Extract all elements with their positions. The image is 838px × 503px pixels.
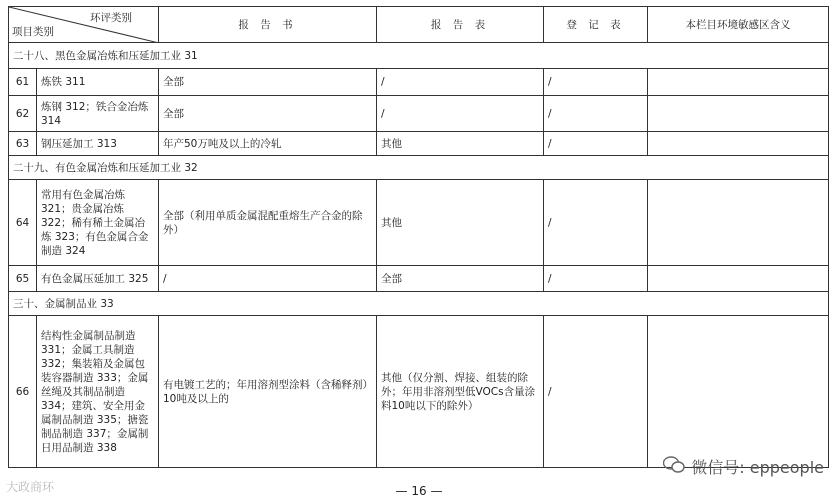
row-category: 炼铁 311 <box>37 69 159 96</box>
table-row <box>9 316 829 468</box>
row-register: / <box>544 132 648 156</box>
row-report-table: 其他 <box>377 132 544 156</box>
row-sensitive <box>648 316 829 468</box>
row-category: 炼钢 312；铁合金冶炼 314 <box>37 96 159 132</box>
row-category: 结构性金属制品制造 331；金属工具制造 332；集装箱及金属包装容器制造 333；金属丝绳及其制品制造 334；建筑、安全用金属制品制造 335；搪瓷制品制造 337；金属制日用品制造 338 <box>37 316 159 468</box>
row-register: / <box>544 316 648 468</box>
row-sensitive <box>648 96 829 132</box>
row-register: / <box>544 69 648 96</box>
wechat-id: 微信号: eppeople <box>691 458 824 477</box>
wechat-icon <box>663 456 685 478</box>
page-number: — 16 — <box>395 484 443 498</box>
row-report-book: / <box>159 266 377 292</box>
header-register-table: 登 记 表 <box>544 7 648 43</box>
header-env-category: 环评类别 <box>90 12 132 24</box>
header-project-category: 项目类别 <box>12 26 54 38</box>
row-report-book: 全部（利用单质金属混配重熔生产合金的除外） <box>159 180 377 266</box>
row-category: 有色金属压延加工 325 <box>37 266 159 292</box>
header-report-table: 报 告 表 <box>377 7 544 43</box>
row-number: 62 <box>9 96 37 132</box>
row-report-book: 全部 <box>159 69 377 96</box>
row-register: / <box>544 180 648 266</box>
table-row <box>9 132 829 156</box>
section-row <box>9 43 829 69</box>
row-report-table: 其他（仅分割、焊接、组装的除外；年用非溶剂型低VOCs含量涂料10吨以下的除外） <box>377 316 544 468</box>
table-row <box>9 69 829 96</box>
row-category: 钢压延加工 313 <box>37 132 159 156</box>
section-row <box>9 156 829 180</box>
logo-watermark: 大政商环 <box>6 480 55 494</box>
row-number: 64 <box>9 180 37 266</box>
row-report-book: 有电镀工艺的；年用溶剂型涂料（含稀释剂）10吨及以上的 <box>159 316 377 468</box>
row-number: 65 <box>9 266 37 292</box>
row-report-book: 全部 <box>159 96 377 132</box>
table-row <box>9 266 829 292</box>
row-category: 常用有色金属冶炼 321；贵金属冶炼 322；稀有稀土金属冶炼 323；有色金属合金制造 324 <box>37 180 159 266</box>
row-sensitive <box>648 180 829 266</box>
row-report-table: 全部 <box>377 266 544 292</box>
row-report-table: 其他 <box>377 180 544 266</box>
row-sensitive <box>648 266 829 292</box>
header-sensitive-area: 本栏目环境敏感区含义 <box>648 7 829 43</box>
wechat-watermark <box>663 455 824 478</box>
section-row <box>9 292 829 316</box>
row-report-table: / <box>377 69 544 96</box>
table-row <box>9 180 829 266</box>
row-number: 63 <box>9 132 37 156</box>
row-report-table: / <box>377 96 544 132</box>
table-header-row <box>9 7 829 43</box>
row-register: / <box>544 266 648 292</box>
header-corner-cell <box>9 7 159 43</box>
section-title: 二十九、有色金属冶炼和压延加工业 32 <box>9 156 829 180</box>
row-register: / <box>544 96 648 132</box>
row-sensitive <box>648 132 829 156</box>
row-number: 66 <box>9 316 37 468</box>
table-row <box>9 96 829 132</box>
environmental-category-table <box>8 6 829 468</box>
row-report-book: 年产50万吨及以上的冷轧 <box>159 132 377 156</box>
row-sensitive <box>648 69 829 96</box>
row-number: 61 <box>9 69 37 96</box>
section-title: 三十、金属制品业 33 <box>9 292 829 316</box>
section-title: 二十八、黑色金属冶炼和压延加工业 31 <box>9 43 829 69</box>
header-report-book: 报 告 书 <box>159 7 377 43</box>
